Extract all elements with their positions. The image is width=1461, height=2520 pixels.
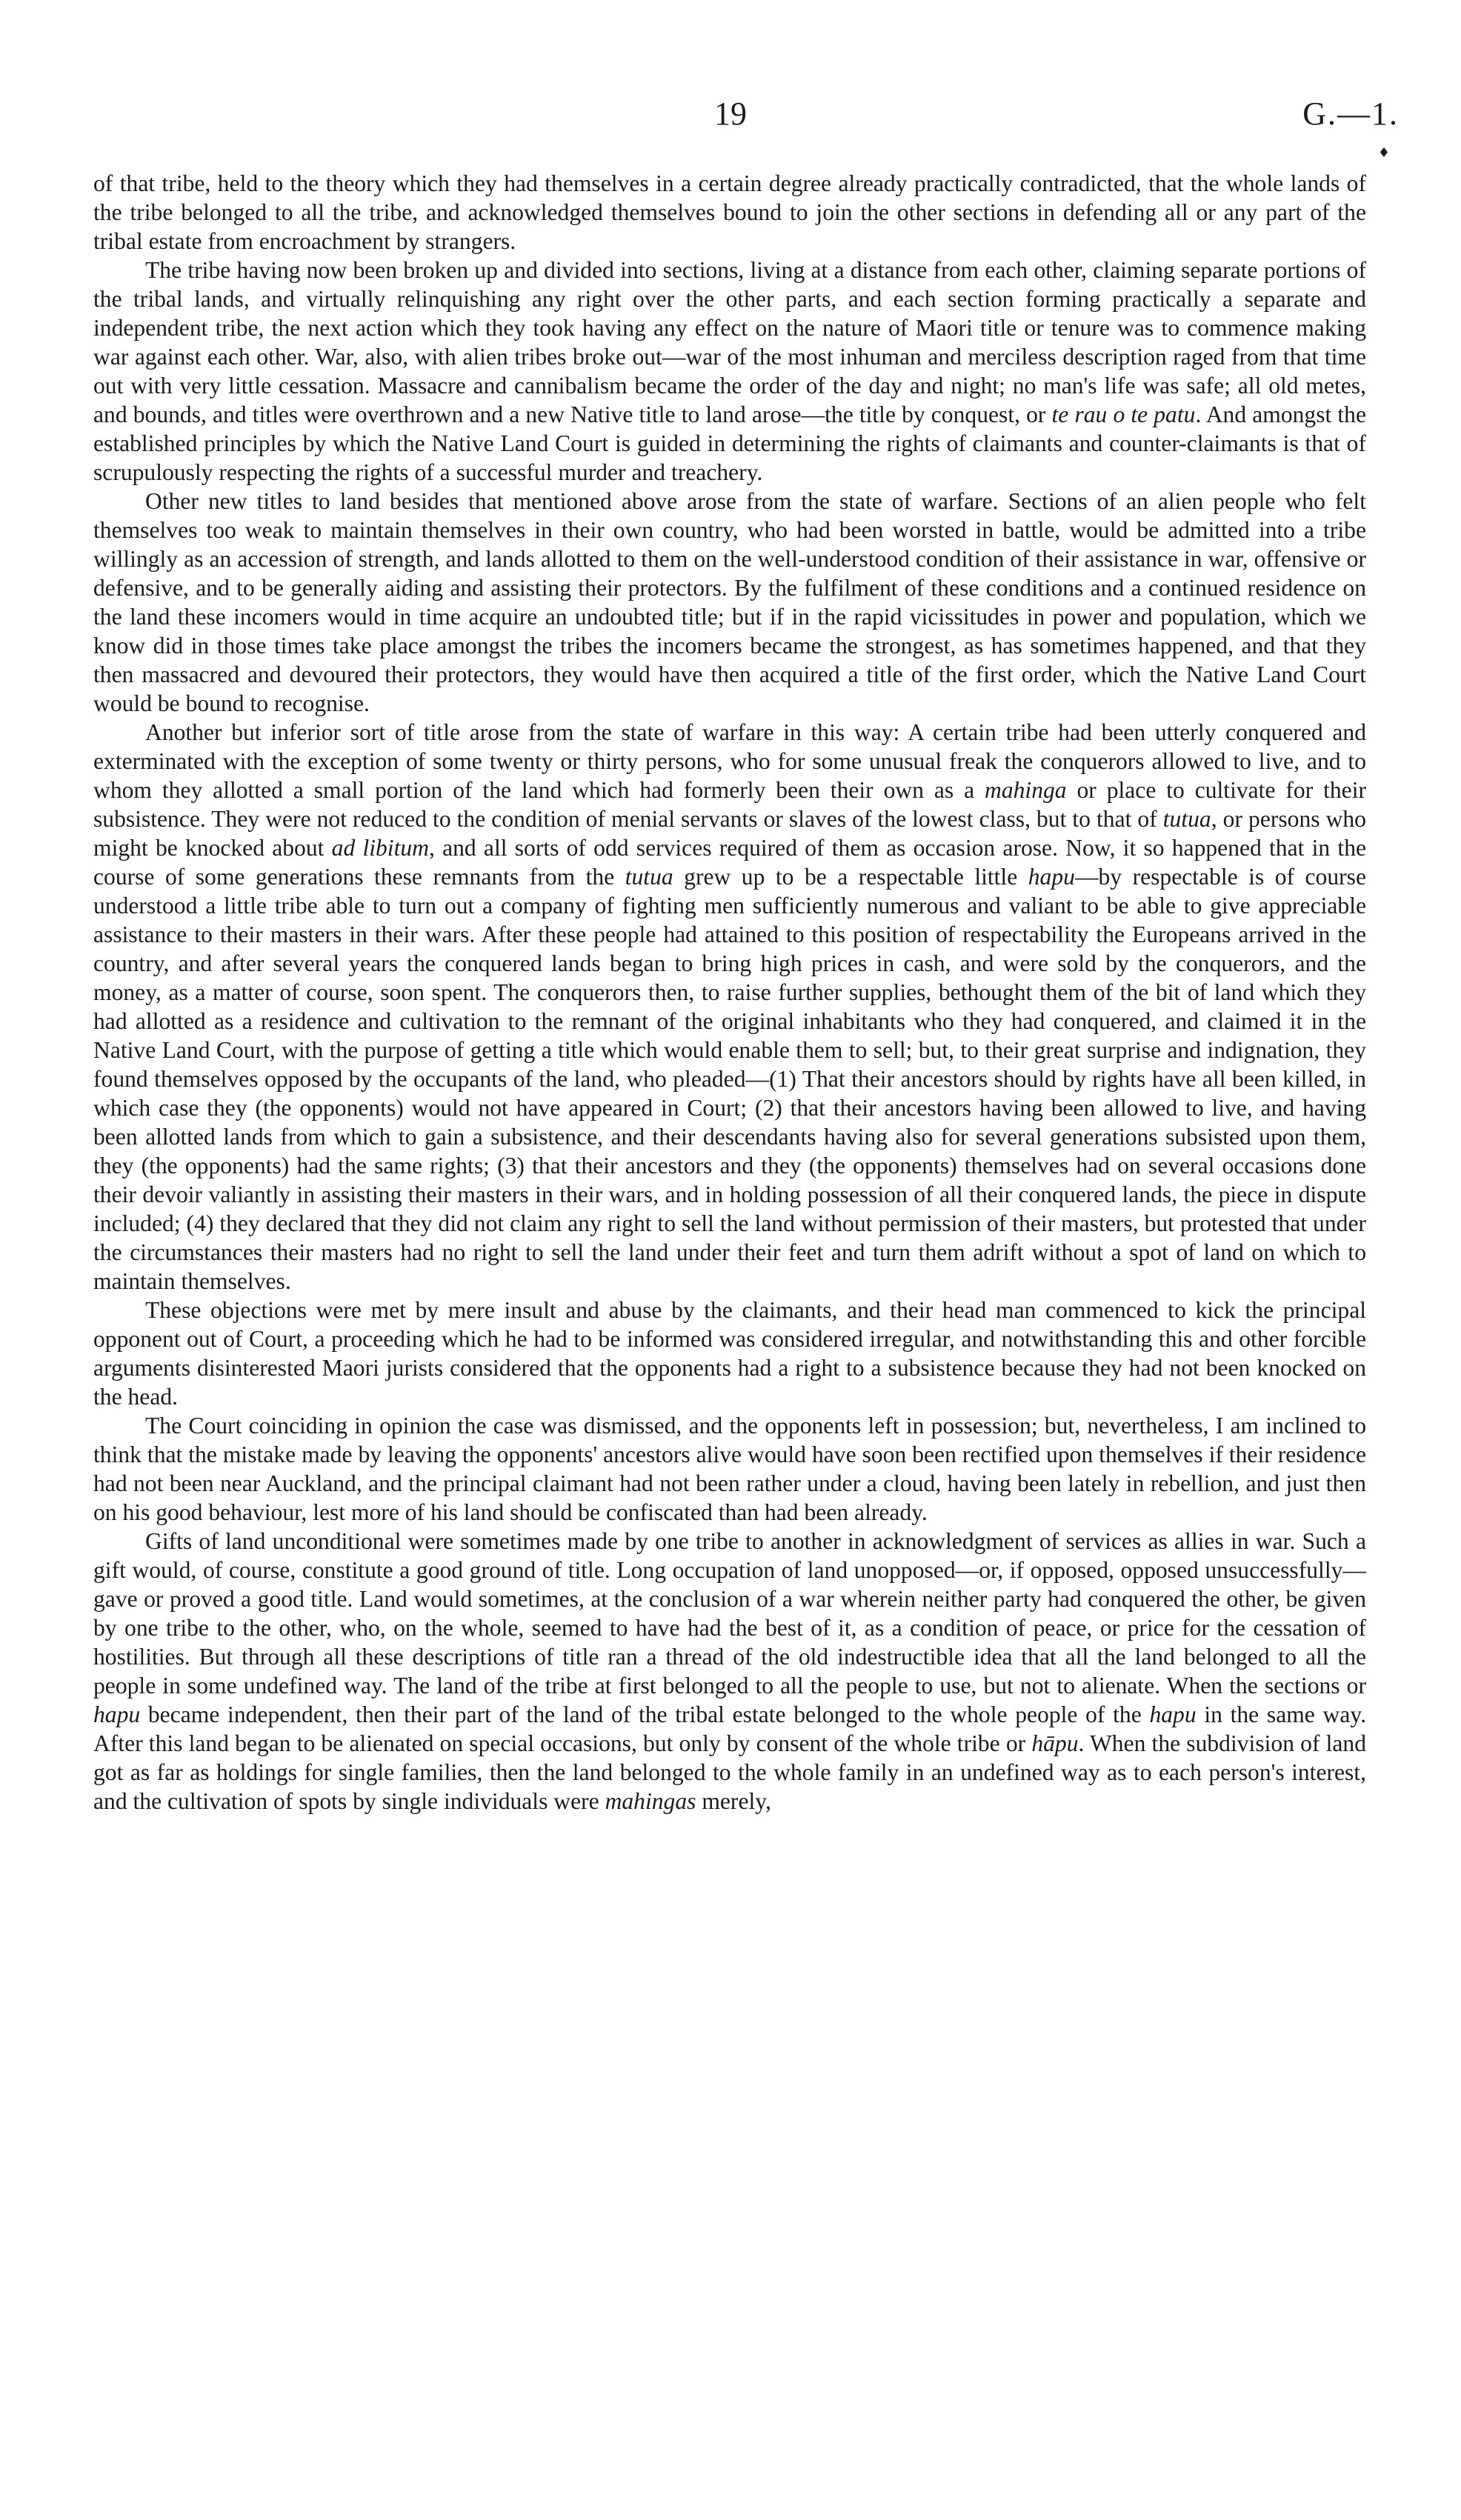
text-run: Another but inferior sort of title arose from the state of warfare in this way: A certain tribe had been utterly conquered and exterminated with the exception of some twenty or thirty persons, who for some unusual freak the conquerors allowed to live, and to whom they allotted a small portion of the land which had formerly been their own as a: [93, 719, 1366, 803]
paragraph: [93, 1527, 1366, 1816]
article-body: [93, 169, 1366, 1816]
paragraph: [93, 487, 1366, 718]
text-run: , and all sorts of odd services required of them as occasion arose. Now, it so happened that in the course of some generations these remnants from the: [93, 835, 1367, 890]
paragraph: [93, 169, 1366, 256]
text-run: merely,: [696, 1788, 771, 1814]
page-number: 19: [714, 96, 747, 132]
text-run: , or persons who might be knocked about: [93, 806, 1366, 861]
paragraph: [93, 718, 1366, 1296]
text-run: in the same way. After this land began to be alienated on special occasions, but only by consent of the whole tribe or: [93, 1701, 1366, 1756]
document-reference: G.—1.: [1302, 96, 1399, 132]
italic-term: tutua: [1162, 806, 1211, 832]
text-run: . When the subdivision of land got as far as holdings for single families, then the land belonged to the whole family in an undefined way as to each person's interest, and the cultivation of spots by single individuals were: [93, 1730, 1366, 1814]
text-run: —by respectable is of course understood a little tribe able to turn out a company of fighting men sufficiently numerous and valiant to be able to give appreciable assistance to their masters in their wars. After these people had attained to this position of respectability the Europeans arrived in the country, and after several years the conquered lands began to bring high prices in cash, and were sold by the conquerors, and the money, as a matter of course, soon spent. The conquerors then, to raise further supplies, bethought them of the bit of land which they had allotted as a residence and cultivation to the remnant of the original inhabitants who they had conquered, and claimed it in the Native Land Court, with the purpose of getting a title which would enable them to sell; but, to their great surprise and indignation, they found themselves opposed by the occupants of the land, who pleaded—(1) That their ancestors should by rights have all been killed, in which case they (the opponents) would not have appeared in Court; (2) that their ancestors having been allowed to live, and having been allotted lands from which to gain a subsistence, and their descendants having also for several generations subsisted upon them, they (the opponents) had the same rights; (3) that their ancestors and they (the opponents) themselves had on several occasions done their devoir valiantly in assisting their masters in their wars, and in holding possession of all their conquered lands, the piece in dispute included; (4) they declared that they did not claim any right to sell the land without permission of their masters, but protested that under the circumstances their masters had no right to sell the land under their feet and turn them adrift without a spot of land on which to maintain themselves.: [93, 864, 1366, 1294]
text-run: Other new titles to land besides that mentioned above arose from the state of warfare. Sections of an alien people who felt themselves too weak to maintain themselves in their own country, who had been worsted in battle, would be admitted into a tribe willingly as an accession of strength, and lands allotted to them on the well-understood condition of their assistance in war, offensive or defensive, and to be generally aiding and assisting their protectors. By the fulfilment of these conditions and a continued residence on the land these incomers would in time acquire an undoubted title; but if in the rapid vicissitudes in power and population, which we know did in those times take place amongst the tribes the incomers became the strongest, as has sometimes happened, and that they then massacred and devoured their protectors, they would have then acquired a title of the first order, which the Native Land Court would be bound to recognise.: [93, 488, 1366, 716]
text-run: The tribe having now been broken up and divided into sections, living at a distance from each other, claiming separate portions of the tribal lands, and virtually relinquishing any right over the other parts, and each section forming practically a separate and independent tribe, the next action which they took having any effect on the nature of Maori title or tenure was to commence making war against each other. War, also, with alien tribes broke out—war of the most inhuman and merciless description raged from that time out with very little cessation. Massacre and cannibalism became the order of the day and night; no man's life was safe; all old metes, and bounds, and titles were overthrown and a new Native title to land arose—the title by conquest, or: [93, 257, 1366, 427]
paragraph: [93, 1296, 1366, 1411]
text-run: of that tribe, held to the theory which they had themselves in a certain degree already practically contradicted, that the whole lands of the tribe belonged to all the tribe, and acknowledged themselves bound to join the other sections in defending all or any part of the tribal estate from encroachment by strangers.: [93, 170, 1366, 254]
text-run: or place to cultivate for their subsistence. They were not reduced to the condition of menial servants or slaves of the lowest class, but to that of: [93, 777, 1366, 832]
text-run: . And amongst the established principles by which the Native Land Court is guided in determining the rights of claimants and counter-claimants is that of scrupulously respecting the rights of a successful murder and treachery.: [93, 401, 1366, 485]
italic-term: hāpu: [1031, 1730, 1079, 1756]
text-run: became independent, then their part of the land of the tribal estate belonged to the whole people of the: [140, 1701, 1150, 1727]
italic-term: hapu: [1028, 864, 1075, 890]
italic-term: hapu: [1149, 1701, 1197, 1727]
italic-term: hapu: [93, 1701, 141, 1727]
italic-term: tutua: [625, 864, 673, 890]
italic-term: mahingas: [605, 1788, 696, 1814]
text-run: grew up to be a respectable little: [673, 864, 1028, 890]
text-run: These objections were met by mere insult and abuse by the claimants, and their head man commenced to kick the principal opponent out of Court, a proceeding which he had to be informed was considered irregular, and notwithstanding this and other forcible arguments disinterested Maori jurists considered that the opponents had a right to a subsistence because they had not been knocked on the head.: [93, 1297, 1366, 1410]
italic-term: ad libitum: [331, 835, 429, 861]
text-run: Gifts of land unconditional were sometimes made by one tribe to another in acknowledgment of services as allies in war. Such a gift would, of course, constitute a good ground of title. Long occupation of land unopposed—or, if opposed, opposed unsuccessfully—gave or proved a good title. Land would sometimes, at the conclusion of a war wherein neither party had conquered the other, be given by one tribe to the other, who, on the whole, seemed to have had the best of it, as a condition of peace, or price for the cessation of hostilities. But through all these descriptions of title ran a thread of the old indestructible idea that all the land belonged to all the people in some undefined way. The land of the tribe at first belonged to all the people to use, but not to alienate. When the sections or: [93, 1528, 1366, 1699]
diamond-mark-icon: ♦: [1377, 145, 1390, 161]
italic-term: mahinga: [985, 777, 1067, 803]
italic-term: te rau o te patu: [1051, 401, 1196, 427]
paragraph: [93, 1411, 1366, 1527]
text-run: The Court coinciding in opinion the case was dismissed, and the opponents left in possession; but, nevertheless, I am inclined to think that the mistake made by leaving the opponents' ancestors alive would have soon been rectified upon themselves if their residence had not been near Auckland, and the principal claimant had not been rather under a cloud, having been lately in rebellion, and just then on his good behaviour, lest more of his land should be confiscated than had been already.: [93, 1413, 1366, 1525]
paragraph: [93, 256, 1366, 487]
